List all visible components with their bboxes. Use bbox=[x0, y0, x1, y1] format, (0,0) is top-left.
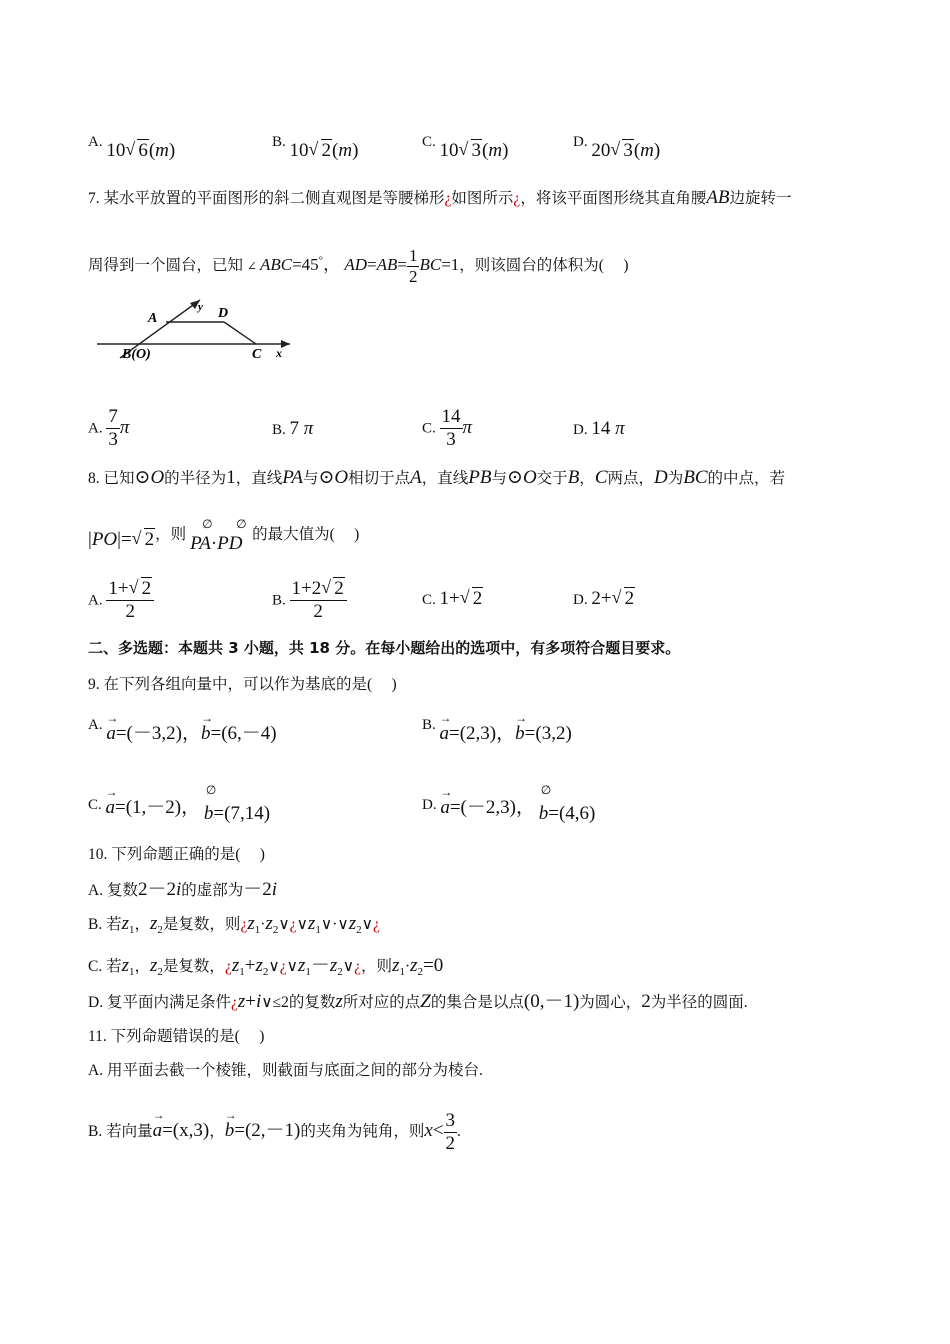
circle-symbol: ⊙ bbox=[507, 467, 523, 488]
circle-symbol: ⊙ bbox=[134, 467, 151, 488]
trapezoid-figure bbox=[92, 296, 302, 368]
arrow-glyph: ∅ bbox=[202, 517, 213, 531]
q7-option-a: A. $\frac{7}{3}$ π bbox=[88, 406, 130, 450]
q8-option-b bbox=[272, 578, 347, 623]
fraction-half: $\frac{1}{2}$ bbox=[408, 246, 418, 286]
arrow-glyph: ∅ bbox=[540, 783, 552, 797]
option-label: C. bbox=[88, 797, 102, 813]
coef: 10 bbox=[439, 140, 459, 161]
option-label: B. bbox=[272, 422, 286, 438]
q11-option-b: B. 若向量→ a=(x,3)，→ b=(2,－1)的夹角为钝角，则x< $\frac{3}{2}$ . bbox=[88, 1110, 461, 1155]
coef: 10 bbox=[289, 140, 309, 161]
section-header: 二、多选题：本题共 3 小题，共 18 分。在每小题给出的选项中，有多项符合题目要求。 bbox=[88, 639, 681, 657]
coef: 20 bbox=[591, 140, 611, 161]
option-label: C. bbox=[422, 134, 436, 150]
q8-stem-line2: |PO|=√ 2，则 ∅ ∅ PA·PD 的最大值为( ) bbox=[88, 522, 359, 545]
q8-option-d: D. 2+√ 2 bbox=[573, 588, 635, 610]
option-label: D. bbox=[573, 422, 588, 438]
q6-option-a: A. 10√ 6(m) bbox=[88, 130, 175, 152]
segment-ab: AB bbox=[376, 254, 398, 274]
circle-symbol: ⊙ bbox=[318, 467, 335, 488]
option-label: A. bbox=[88, 134, 103, 150]
sqrt: √ 2 bbox=[309, 140, 333, 162]
option-label: B. bbox=[422, 717, 436, 733]
option-label: A. bbox=[88, 592, 103, 609]
option-label: D. bbox=[422, 797, 437, 813]
q6-option-c: C. 10√ 3(m) bbox=[422, 130, 508, 152]
fraction: $\frac{1+√ 2}{2}$ bbox=[106, 578, 154, 623]
sqrt: √ 3 bbox=[459, 140, 483, 162]
garbled-char: ¿ bbox=[513, 190, 521, 207]
q10-stem: 10. 下列命题正确的是( ) bbox=[88, 846, 265, 863]
sqrt: √ 2 bbox=[132, 529, 156, 551]
q9-option-a: A. → a=(－3,2)，→ b=(6,－4) bbox=[88, 708, 277, 735]
fraction: $\frac{3}{2}$ bbox=[445, 1110, 456, 1154]
label-d: D bbox=[218, 306, 229, 321]
segment-ab: AB bbox=[706, 187, 730, 208]
unit: m bbox=[640, 140, 654, 161]
q9-option-c: C. → a=(1,－2)， ∅ b=(7,14) bbox=[88, 788, 270, 815]
sqrt: √ 3 bbox=[610, 140, 634, 162]
option-label: D. bbox=[573, 592, 588, 608]
label-c: C bbox=[252, 347, 262, 362]
label-y: y bbox=[198, 301, 203, 313]
q10-option-a: A. 复数2－2i的虚部为－2i bbox=[88, 879, 278, 900]
fraction: $\frac{14}{3}$ bbox=[441, 406, 461, 450]
unit: m bbox=[488, 140, 503, 161]
q9-option-d: D. → a=(－2,3)， ∅ b=(4,6) bbox=[422, 788, 595, 815]
coef: 10 bbox=[106, 140, 126, 161]
option-label: C. bbox=[422, 592, 436, 608]
q7-option-c: C. $\frac{14}{3}$ π bbox=[422, 406, 473, 450]
label-a: A bbox=[148, 311, 158, 326]
q7-stem-line1: 7. 某水平放置的平面图形的斜二侧直观图是等腰梯形¿如图所示¿，将该平面图形绕其直角腰AB边旋转一 bbox=[88, 187, 792, 208]
fraction: $\frac{1+2√ 2}{2}$ bbox=[290, 578, 347, 623]
sqrt: √ 6 bbox=[125, 140, 149, 162]
option-label: D. bbox=[573, 134, 588, 150]
option-label: B. bbox=[272, 592, 286, 609]
q7-stem-line2: 周得到一个圆台，已知 ∠ ABC=45°， AD=AB= $\frac{1}{2}$ BC=1，则该圆台的体积为( ) bbox=[88, 246, 629, 286]
option-label: A. bbox=[88, 420, 103, 437]
option-label: C. bbox=[422, 420, 436, 437]
q8-option-c: C. 1+√ 2 bbox=[422, 588, 483, 610]
angle-symbol: ∠ bbox=[246, 258, 260, 273]
q7-option-d: D. 14 π bbox=[573, 418, 625, 439]
unit: m bbox=[155, 140, 169, 161]
fraction: $\frac{7}{3}$ bbox=[108, 406, 118, 450]
q8-stem-line1: 8. 已知⊙O的半径为1，直线PA与⊙O相切于点A，直线PB与⊙O交于B，C两点，D为BC的中点，若 bbox=[88, 467, 786, 488]
q10-option-c: C. 若$z_1$，$z_2$是复数，¿$z_1+z_2\vee¿\vee z_1-z_2\vee¿$，则$z_1\cdot z_2=0$ bbox=[88, 955, 444, 979]
q11-option-a: A. 用平面去截一个棱锥，则截面与底面之间的部分为棱台. bbox=[88, 1062, 483, 1079]
q9-option-b: B. → a=(2,3)，→ b=(3,2) bbox=[422, 708, 572, 735]
q9-stem: 9. 在下列各组向量中，可以作为基底的是( ) bbox=[88, 676, 397, 693]
option-label: A. bbox=[88, 717, 103, 733]
vector-product: ∅ ∅ PA·PD bbox=[190, 517, 247, 554]
q6-option-b: B. 10√ 2(m) bbox=[272, 130, 358, 152]
label-x: x bbox=[276, 346, 282, 360]
q8-option-a bbox=[88, 578, 154, 623]
q6-option-d: D. 20√ 3(m) bbox=[573, 130, 660, 152]
x-axis-arrow bbox=[281, 340, 290, 348]
garbled-char: ¿ bbox=[444, 190, 452, 207]
q11-stem: 11. 下列命题错误的是( ) bbox=[88, 1028, 265, 1045]
arrow-glyph: ∅ bbox=[205, 783, 217, 797]
option-label: B. bbox=[272, 134, 286, 150]
q10-option-b: B. 若$z_1$，$z_2$是复数，则¿$z_1\cdot z_2\vee¿\vee z_1\vee\cdot\vee z_2\vee¿$ bbox=[88, 913, 380, 937]
unit: m bbox=[338, 140, 353, 161]
label-bo: B(O) bbox=[122, 347, 151, 362]
edge-dc bbox=[224, 322, 256, 344]
q10-option-d: D. 复平面内满足条件¿z+i∨≤2的复数z所对应的点Z的集合是以点(0,－1)为圆心，2为半径的圆面. bbox=[88, 991, 748, 1012]
q7-option-b: B. 7 π bbox=[272, 418, 314, 439]
arrow-glyph: ∅ bbox=[236, 517, 247, 531]
